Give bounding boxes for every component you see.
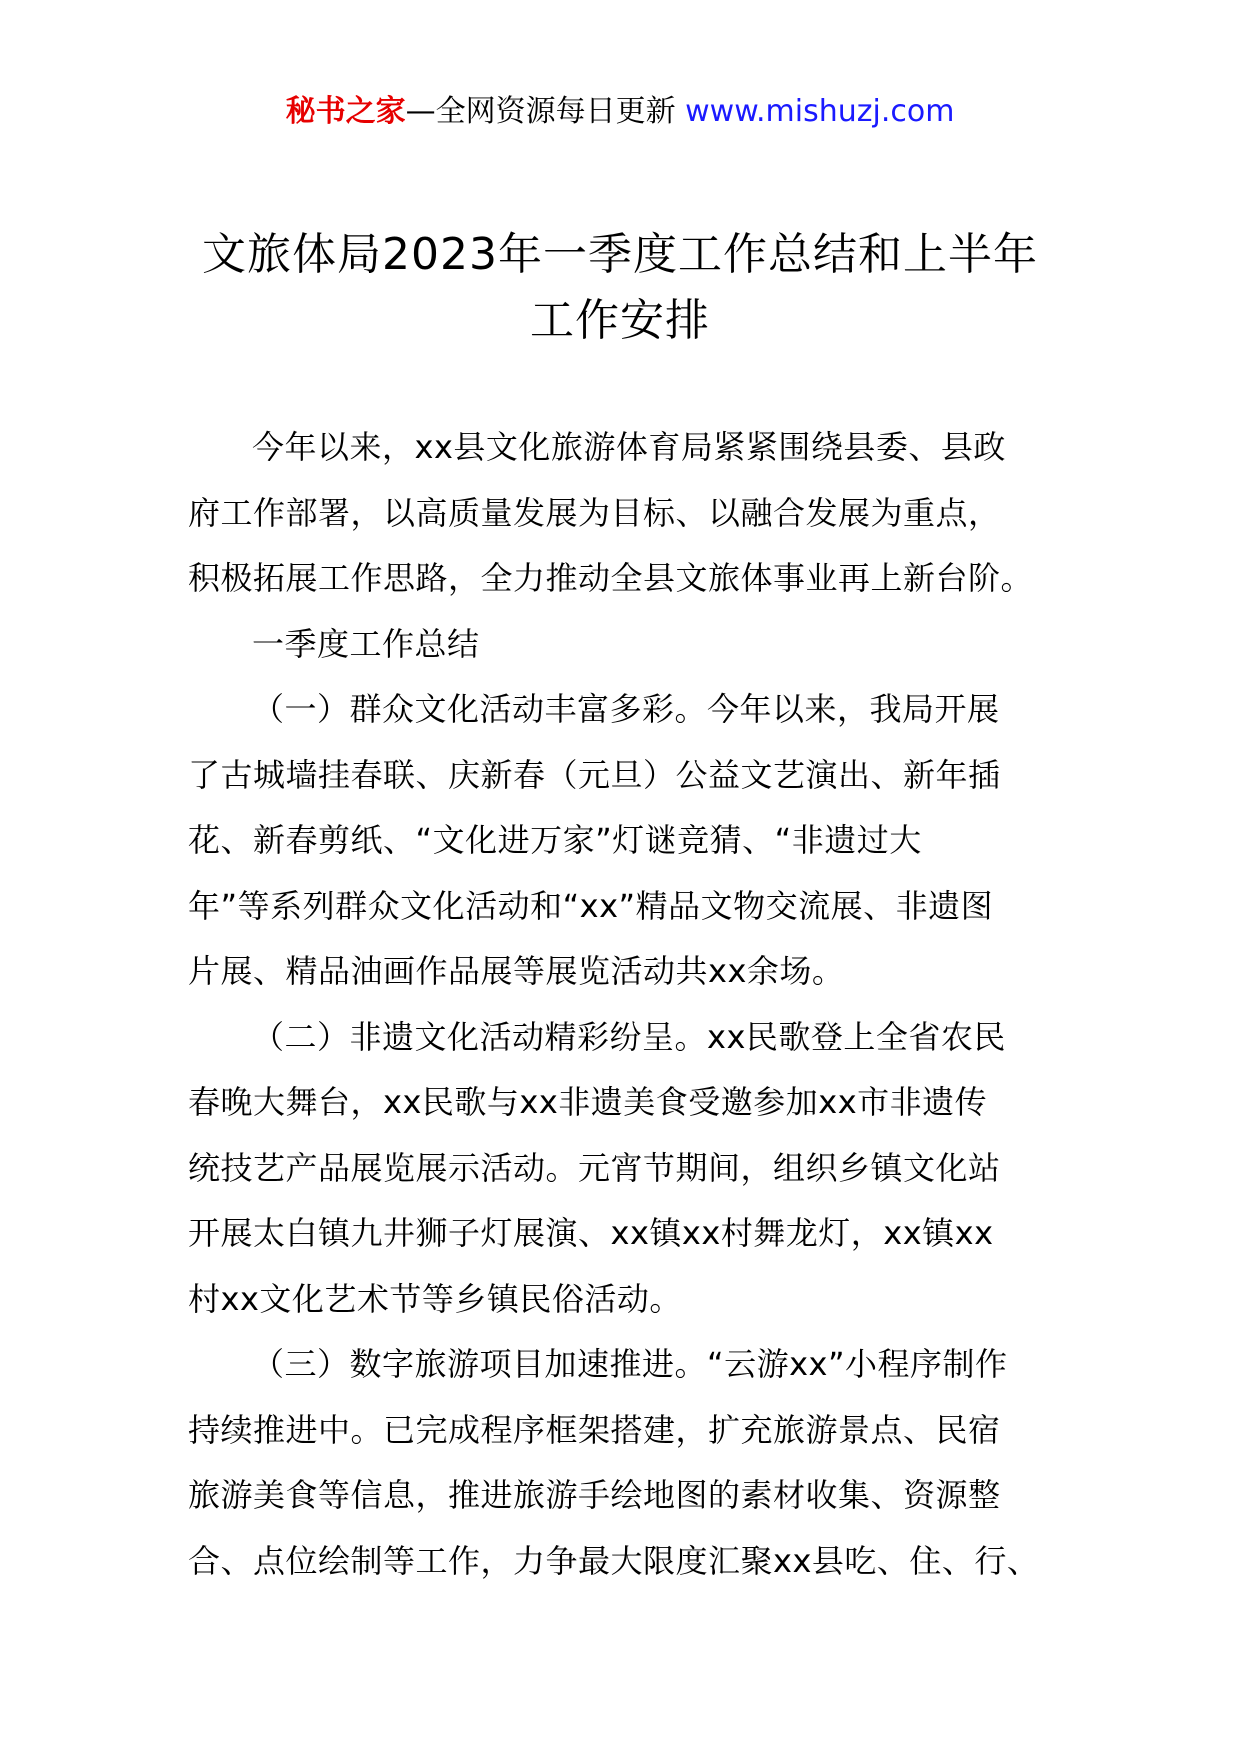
paragraph-line: 花、新春剪纸、“文化进万家”灯谜竞猜、“非遗过大 <box>188 821 922 859</box>
site-banner <box>0 92 1240 132</box>
paragraph-line: （一）群众文化活动丰富多彩。今年以来，我局开展 <box>252 690 1000 728</box>
paragraph-intro <box>188 415 1068 612</box>
paragraph-line: 今年以来，xx县文化旅游体育局紧紧围绕县委、县政 <box>252 428 1006 466</box>
paragraph-line: 村xx文化艺术节等乡镇民俗活动。 <box>188 1279 682 1318</box>
site-url-link[interactable]: www.mishuzj.com <box>685 94 955 129</box>
site-slogan: —全网资源每日更新 <box>405 94 676 129</box>
title-line-1: 文旅体局2023年一季度工作总结和上半年 <box>202 229 1038 280</box>
paragraph-line: 持续推进中。已完成程序框架搭建，扩充旅游景点、民宿 <box>188 1410 1001 1449</box>
paragraph-item-2 <box>188 1005 1068 1333</box>
paragraph-line: 年”等系列群众文化活动和“xx”精品文物交流展、非遗图 <box>188 886 994 925</box>
paragraph-line: 统技艺产品展览展示活动。元宵节期间，组织乡镇文化站 <box>188 1148 1001 1187</box>
paragraph-line: 片展、精品油画作品展等展览活动共xx余场。 <box>188 952 845 990</box>
document-body <box>188 415 1068 1594</box>
paragraph-line: 合、点位绘制等工作，力争最大限度汇聚xx县吃、住、行、 <box>188 1541 1040 1580</box>
paragraph-item-1 <box>188 677 1068 1005</box>
paragraph-line: 积极拓展工作思路，全力推动全县文旅体事业再上新台阶。 <box>188 559 1034 597</box>
site-brand: 秘书之家 <box>285 94 406 129</box>
paragraph-line: 开展太白镇九井狮子灯展演、xx镇xx村舞龙灯，xx镇xx <box>188 1214 994 1252</box>
paragraph-line: （三）数字旅游项目加速推进。“云游xx”小程序制作 <box>252 1345 1008 1383</box>
paragraph-line: （二）非遗文化活动精彩纷呈。xx民歌登上全省农民 <box>252 1017 1006 1056</box>
title-line-2: 工作安排 <box>530 295 710 346</box>
paragraph-line: 春晚大舞台，xx民歌与xx非遗美食受邀参加xx市非遗传 <box>188 1083 988 1121</box>
paragraph-line: 府工作部署，以高质量发展为目标、以融合发展为重点， <box>188 493 1001 532</box>
paragraph-line: 了古城墙挂春联、庆新春（元旦）公益文艺演出、新年插 <box>188 755 1001 794</box>
paragraph-line: 旅游美食等信息，推进旅游手绘地图的素材收集、资源整 <box>188 1476 1001 1514</box>
document-title <box>140 222 1100 354</box>
section-heading <box>188 612 1068 678</box>
paragraph-item-3 <box>188 1332 1068 1594</box>
section-heading-text: 一季度工作总结 <box>252 624 480 663</box>
